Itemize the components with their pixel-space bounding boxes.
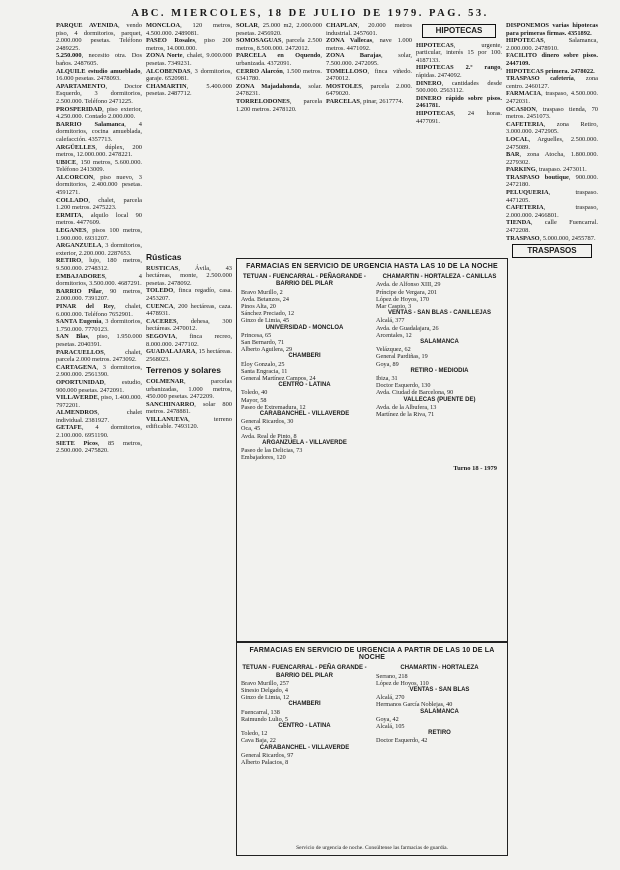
classified-ad: TRASPASO boutique, 900.000. 2472180. [506,173,598,189]
pharmacy-district: CARABANCHEL - VILLAVERDE [259,744,350,751]
pharmacy-address: Avda. Ciudad de Barcelona, 90 [376,389,454,397]
pharmacy-address: Ibiza, 31 [376,375,398,383]
classified-ad: TRASPASO, 5.000.000, 2455787. [506,234,596,242]
pharmacy-address: General Martínez Campos, 24 [241,375,316,383]
classified-ad: ZONA Barajas, solar, 7.500.000. 2472095. [326,52,412,67]
pharmacy-address: Oca, 45 [241,425,261,433]
pharmacy-address: Avda. de Guadalajara, 26 [376,324,439,332]
classified-ad: GETAFE, 4 dormitorios, 2.100.000. 6951190. [56,424,142,440]
classified-ad: BAR, zona Atocha, 1.800.000. 2279302. [506,151,598,166]
pharmacy-district: CHAMBERI [288,353,321,360]
pharmacy-address: Embajadores, 120 [241,454,286,462]
pharmacy-address: Paseo de Extremadura, 12 [241,403,306,411]
pharmacy-address: Avda. de la Albufera, 13 [376,403,437,411]
pharmacy-address: Martínez de la Riva, 71 [376,411,435,419]
classifieds-column-4 [326,22,412,252]
section-title-traspasos: TRASPASOS [512,244,592,258]
classified-ad: SOLAR, 25.000 m2, 2.000.000 pesetas. 2456920. [236,22,322,37]
classified-ad: CACERES, dehesa, 300 hectáreas. 2470012. [146,317,232,333]
pharmacy-day-title: FARMACIAS EN SERVICIO DE URGENCIA HASTA LAS 10 DE LA NOCHE [246,263,498,270]
classifieds-column-2 [146,22,232,242]
classified-ad: TIENDA, calle Fuencarral. 2472208. [506,219,598,235]
pharmacy-address: Sánchez Preciado, 12 [241,310,295,318]
classified-ad: VILLANUEVA, terreno edificable. 7493120. [146,415,232,431]
classified-ad: GUADALAJARA, 15 hectáreas. 2568023. [146,348,232,363]
classified-ad: OCASION, traspaso tienda, 70 metros. 2451073. [506,105,598,121]
classified-ad: ALQUILE estudio amueblado, 16.000 pesetas. 2478093. [56,67,142,83]
pharmacy-address: Goya, 42 [376,715,399,723]
pharmacy-address: Ginzo de Limia, 45 [241,317,290,325]
pharmacy-address: Pinos Alta, 20 [241,303,276,311]
classified-ad: ZONA Majadahonda, solar. 2478231. [236,82,322,98]
pharmacy-day-right [376,274,503,461]
classified-ad: ERMITA, alquilo local 90 metros. 4477609. [56,211,142,227]
pharmacy-district: CENTRO - LATINA [278,723,331,730]
classified-ad: SOMOSAGUAS, parcela 2.500 metros, 8.500.000. 2472012. [236,37,322,52]
pharmacy-address: Bravo Murillo, 257 [241,679,289,687]
classified-ad: HIPOTECAS 2.º rango, rápidas. 2474092. [416,64,502,79]
classified-ad: CAFETERIA, traspaso, 2.000.000. 2466801. [506,204,598,219]
classified-ad: BARRIO Salamanca, 4 dormitorios, cocina amueblada, calefacción. 4357713. [56,120,142,143]
pharmacy-address: Arcentales, 12 [376,331,412,339]
pharmacy-address: Eloy Gonzalo, 25 [241,360,285,368]
pharmacy-address: Mayor, 58 [241,396,267,404]
classified-ad: PARCELAS, pinar, 2617774. [326,97,404,105]
classified-ad: TRASPASO cafetería, zona centro. 2460127. [506,75,598,90]
classified-ad: FACILITO dinero sobre pisos. 2447109. [506,52,598,67]
pharmacy-district: CENTRO - LATINA [278,382,331,389]
page-header: ABC. MIERCOLES, 18 DE JULIO DE 1979. PAG. 53. [131,8,489,19]
classifieds-column-5 [416,22,502,252]
classified-ad: UBICE, 150 metros, 5.600.000. Teléfono 2413009. [56,158,142,174]
pharmacy-address: Doctor Esquerdo, 42 [376,737,428,745]
classified-ad: APARTAMENTO, Doctor Esquerdo, 3 dormitorios, 2.500.000. Teléfono 2471225. [56,82,142,105]
pharmacy-address: Avda. de Alfonso XIII, 29 [376,281,441,289]
classified-ad: PASEO Rosales, piso 200 metros, 14.000.000. [146,37,232,52]
pharmacy-district: SALAMANCA [420,339,459,346]
pharmacy-address: Alcalá, 105 [376,723,405,731]
pharmacy-district: TETUAN - FUENCARRAL - PEÑA GRANDE - BARRIO DEL PILAR [242,665,367,679]
classified-ad: CHAPLAN, 20.000 metros industrial. 2457601. [326,22,412,37]
classified-ad: MOSTOLES, parcela 2.000. 6479020. [326,82,412,98]
classified-ad: CAFETERIA, zona Retiro, 3.000.000. 2472905. [506,120,598,136]
classified-ad: PINAR del Rey, chalet, 6.000.000. Teléfono 7652901. [56,302,142,318]
classified-ad: PARQUE AVENIDA, vendo piso, 4 dormitorios, parquet, 2.000.000 pesetas. Teléfono 2489225. [56,22,142,52]
classified-ad: BARRIO Pilar, 90 metros, 2.000.000. 7391207. [56,287,142,303]
pharmacy-night-title: FARMACIAS EN SERVICIO DE URGENCIA A PARTIR DE LAS 10 DE LA NOCHE [249,647,495,662]
classified-ad: PARCELA en Oquendo, urbanizada. 4372091. [236,52,322,67]
pharmacy-address: Mar Caspio, 3 [376,303,412,311]
pharmacy-date: Turno 18 - 1979 [453,465,497,473]
section-title-hipotecas: HIPOTECAS [422,24,496,38]
classified-ad: LEGANES, pisos 100 metros, 1.900.000. 6931207. [56,227,142,242]
classified-ad: ALCORCON, piso nuevo, 3 dormitorios, 2.400.000 pesetas. 4591271. [56,173,142,197]
pharmacy-district: TETUAN - FUENCARRAL - PEÑAGRANDE - BARRIO DEL PILAR [243,274,366,288]
pharmacy-address: Príncipe de Vergara, 201 [376,288,437,296]
pharmacy-district: VENTAS - SAN BLAS [409,687,470,694]
classified-ad: LOCAL, Arguelles, 2.500.000. 2475089. [506,135,598,151]
pharmacy-address: Alberto Aguilera, 29 [241,346,293,354]
classified-ad: ZONA Norte, chalet, 9.000.000 pesetas. 7349231. [146,52,232,67]
pharmacy-address: Cava Baja, 22 [241,737,276,745]
classified-ad: RUSTICAS, Ávila, 43 hectáreas, monte, 2.500.000 pesetas. 2478092. [146,264,232,287]
terrenos-list [146,378,232,431]
column-6-top [506,22,598,242]
pharmacy-district: ARGANZUELA - VILLAVERDE [262,439,347,446]
classified-ad: 5.250.000, necesito otra. Dos baños. 2487605. [56,52,142,67]
classified-ad: HIPOTECAS, urgente, particular, interés 15 por 100. 4187133. [416,41,502,64]
pharmacy-address: Toledo, 40 [241,389,268,397]
classified-ad: VILLAVERDE, piso, 1.400.000. 7972201. [56,394,142,409]
pharmacy-night-right [376,665,503,766]
section-title-rusticas: Rústicas [146,252,182,262]
pharmacy-district: CHAMARTIN - HORTALEZA [400,665,479,672]
pharmacy-night-left [241,665,368,766]
classified-ad: EMBAJADORES, 4 dormitorios, 3.500.000. 4687291. [56,272,142,288]
classified-ad: SEGOVIA, finca recreo, 8.000.000. 2477102. [146,332,232,348]
rusticas-list [146,265,232,364]
classified-ad: ALMENDROS, chalet individual. 2381927. [56,409,142,424]
classified-ad: ARGÜELLES, dúplex, 200 metros, 12.000.000. 2478221. [56,143,142,159]
pharmacy-box-night [236,642,508,856]
pharmacy-address: Ginzo de Limia, 12 [241,694,290,702]
pharmacy-address: Raimundo Lulio, 5 [241,715,288,723]
section-title-terrenos: Terrenos y solares [146,365,221,376]
hipotecas-list [416,42,502,126]
classified-ad: RETIRO, lujo, 180 metros, 9.500.000. 2748312. [56,257,142,272]
classified-ad: CHAMARTIN, 5.400.000 pesetas. 2487712. [146,82,232,98]
classifieds-column-2-lower [146,250,232,870]
classified-ad: HIPOTECAS, Salamanca, 2.000.000. 2478910. [506,37,598,52]
classified-ad: COLMENAR, parcelas urbanizadas, 1.000 metros, 450.000 pesetas. 2472209. [146,377,232,401]
pharmacy-address: Bravo Murillo, 2 [241,288,283,296]
classified-ad: OPORTUNIDAD, estudio, 900.000 pesetas. 2472091. [56,378,142,394]
pharmacy-address: Avda. Betanzos, 24 [241,295,289,303]
pharmacy-night-footer: Servicio de urgencia de noche. Consúltense las farmacias de guardia. [296,844,448,851]
classified-ad: HIPOTECAS, 24 horas. 4477091. [416,109,502,125]
classifieds-column-1 [56,22,142,840]
classified-ad: SIETE Picos, 85 metros, 2.500.000. 2475820. [56,439,142,455]
classified-ad: TOMELLOSO, finca viñedo. 2470012. [326,67,412,83]
pharmacy-day-left [241,274,368,461]
classifieds-column-6 [506,22,598,840]
classified-ad: PELUQUERIA, traspaso. 4471205. [506,189,598,204]
pharmacy-district: SALAMANCA [420,708,459,715]
classified-ad: HIPOTECAS primera. 2478022. [506,67,595,75]
classified-ad: PARACUELLOS, chalet, parcela 2.000 metros. 2473092. [56,348,142,364]
classified-ad: PROSPERIDAD, piso exterior, 4.250.000. Contado 2.000.000. [56,105,142,121]
classified-ad: TOLEDO, finca regadío, casa. 2453207. [146,287,232,302]
pharmacy-address: Princesa, 65 [241,331,272,339]
pharmacy-address: Hermanos García Noblejas, 40 [376,701,453,709]
classified-ad: MONCLOA, 120 metros, 4.500.000. 2489081. [146,22,232,37]
classified-ad: PARKING, traspaso. 2473011. [506,166,587,174]
classified-ad: CARTAGENA, 3 dormitorios, 2.900.000. 2561390. [56,363,142,379]
pharmacy-district: CARABANCHEL - VILLAVERDE [259,411,350,418]
pharmacy-district: RETIRO [428,730,451,737]
pharmacy-address: López de Hoyos, 110 [376,679,429,687]
pharmacy-district: CHAMARTIN - HORTALEZA - CANILLAS [382,274,497,281]
classified-ad: FARMACIA, traspaso, 4.500.000. 2472031. [506,90,598,105]
pharmacy-address: Santa Engracia, 11 [241,367,288,375]
pharmacy-address: Avda. Real de Pinto, 8 [241,432,297,440]
pharmacy-address: Alberto Palacios, 8 [241,759,289,767]
pharmacy-address: Sinesio Delgado, 4 [241,687,288,695]
pharmacy-box-day [236,258,508,642]
classified-ad: CERRO Alarcón, 1.500 metros. 6341780. [236,67,322,83]
pharmacy-address: Fuencarral, 138 [241,708,280,716]
classified-ad: ALCOBENDAS, 3 dormitorios, garaje. 6520981. [146,67,232,83]
pharmacy-address: Doctor Esquerdo, 130 [376,382,431,390]
pharmacy-address: Alcalá, 270 [376,694,405,702]
pharmacy-address: General Ricardos, 97 [241,751,294,759]
classified-ad: SANCHINARRO, solar 800 metros. 2478881. [146,400,232,416]
classified-ad: DINERO, cantidades desde 500.000. 2563112. [416,79,502,95]
pharmacy-address: López de Hoyos, 170 [376,295,429,303]
classified-ad: DISPONEMOS varias hipotecas para primeras firmas. 4351892. [506,22,598,37]
pharmacy-address: Goya, 89 [376,360,399,368]
pharmacy-district: VALLECAS (PUENTE DE) [403,396,476,403]
pharmacy-district: CHAMBERI [288,701,321,708]
pharmacy-address: General Ricardos, 30 [241,418,294,426]
pharmacy-address: Toledo, 12 [241,730,268,738]
pharmacy-district: VENTAS - SAN BLAS - CANILLEJAS [388,310,491,317]
pharmacy-address: Velázquez, 62 [376,346,411,354]
classifieds-column-3 [236,22,322,252]
classified-ad: DINERO rápido sobre pisos. 2461781. [416,94,502,110]
classified-ad: ARGANZUELA, 3 dormitorios, exterior, 2.200.000. 2287653. [56,242,142,257]
classified-ad: SAN Blas, piso, 1.950.000 pesetas. 2040391. [56,333,142,348]
pharmacy-address: San Bernardo, 71 [241,339,285,347]
pharmacy-address: General Pardiñas, 19 [376,353,428,361]
classified-ad: ZONA Vallecas, nave 1.000 metros. 4471092. [326,37,412,52]
classified-ad: SANTA Eugenia, 3 dormitorios, 1.750.000. 7770123. [56,318,142,333]
classified-ad: COLLADO, chalet, parcela 1.200 metros. 2475223. [56,196,142,212]
pharmacy-address: Serrano, 218 [376,672,408,680]
pharmacy-address: Alcalá, 377 [376,317,405,325]
pharmacy-district: RETIRO - MEDIODIA [410,367,469,374]
classified-ad: CUENCA, 200 hectáreas, caza. 4478931. [146,302,232,318]
classified-ad: TORRELODONES, parcela 1.200 metros. 2478120. [236,97,322,113]
pharmacy-address: Paseo de las Delicias, 73 [241,447,303,455]
pharmacy-district: UNIVERSIDAD - MONCLOA [265,324,344,331]
